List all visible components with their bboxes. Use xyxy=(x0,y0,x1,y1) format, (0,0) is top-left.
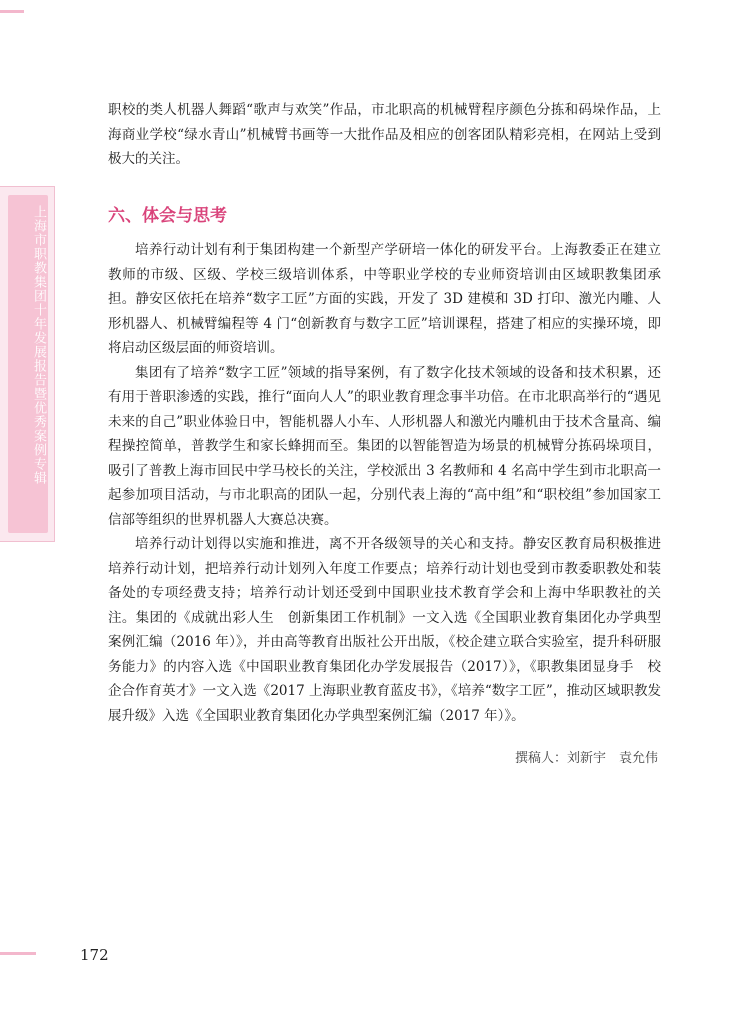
author-line: 撰稿人：刘新宇 袁允伟 xyxy=(514,751,658,766)
sidebar-inner xyxy=(8,195,48,533)
paragraph-1: 培养行动计划有利于集团构建一个新型产学研培一体化的研发平台。上海教委正在建立教师的市级、区级、学校三级培训体系，中等职业学校的专业师资培训由区域职教集团承担。静安区依托在培养“数字工匠”方面的实践，开发了 3D 建模和 3D 打印、激光内雕、人形机器人、机械臂编程等 4 门“创新教育与数字工匠”培训课程，搭建了相应的实操环境，即将启动区级层面的师资培训。 xyxy=(108,242,661,356)
paragraph-2: 集团有了培养“数字工匠”领域的指导案例，有了数字化技术领域的设备和技术积累，还有用于普职渗透的实践，推行“面向人人”的职业教育理念事半功倍。在市北职高举行的“遇见未来的自己”职业体验日中，智能机器人小车、人形机器人和激光内雕机由于技术含量高、编程操控简单，普教学生和家长蜂拥而至。集团的以智能智造为场景的机械臂分拣码垛项目，吸引了普教上海市回民中学马校长的关注，学校派出 3 名教师和 4 名高中学生到市北职高一起参加项目活动，与市北职高的团队一起，分别代表上海的“高中组”和“职校组”参加国家工信部等组织的世界机器人大赛总决赛。 xyxy=(108,364,661,528)
bottom-accent-line xyxy=(0,952,36,955)
intro-block xyxy=(108,98,661,172)
sidebar-title: 上海市职教集团十年发展报告暨优秀案例专辑 xyxy=(31,205,46,485)
intro-paragraph: 职校的类人机器人舞蹈“歌声与欢笑”作品，市北职高的机械臂程序颜色分拣和码垛作品，上海商业学校“绿水青山”机械臂书画等一大批作品及相应的创客团队精彩亮相，在网站上受到极大的关注。 xyxy=(108,102,661,167)
section-heading: 六、体会与思考 xyxy=(108,206,227,226)
paragraph-3: 培养行动计划得以实施和推进，离不开各级领导的关心和支持。静安区教育局积极推进培养行动计划，把培养行动计划列入年度工作要点；培养行动计划也受到市教委职教处和装备处的专项经费支持；培养行动计划还受到中国职业技术教育学会和上海中华职教社的关注。集团的《成就出彩人生 创新集团工作机制》一文入选《全国职业教育集团化办学典型案例汇编（2016 年）》，并由高等教育出版社公开出版，《校企建立联合实验室，提升科研服务能力》的内容入选《中国职业教育集团化办学发展报告（2017）》，《职教集团显身手 校企合作育英才》一文入选《2017 上海职业教育蓝皮书》，《培养“数字工匠”，推动区域职教发展升级》入选《全国职业教育集团化办学典型案例汇编（2017 年）》。 xyxy=(108,536,661,724)
page-number: 172 xyxy=(80,946,109,964)
sidebar-tab xyxy=(0,186,55,542)
main-body xyxy=(108,238,661,728)
top-accent-line xyxy=(0,10,24,13)
